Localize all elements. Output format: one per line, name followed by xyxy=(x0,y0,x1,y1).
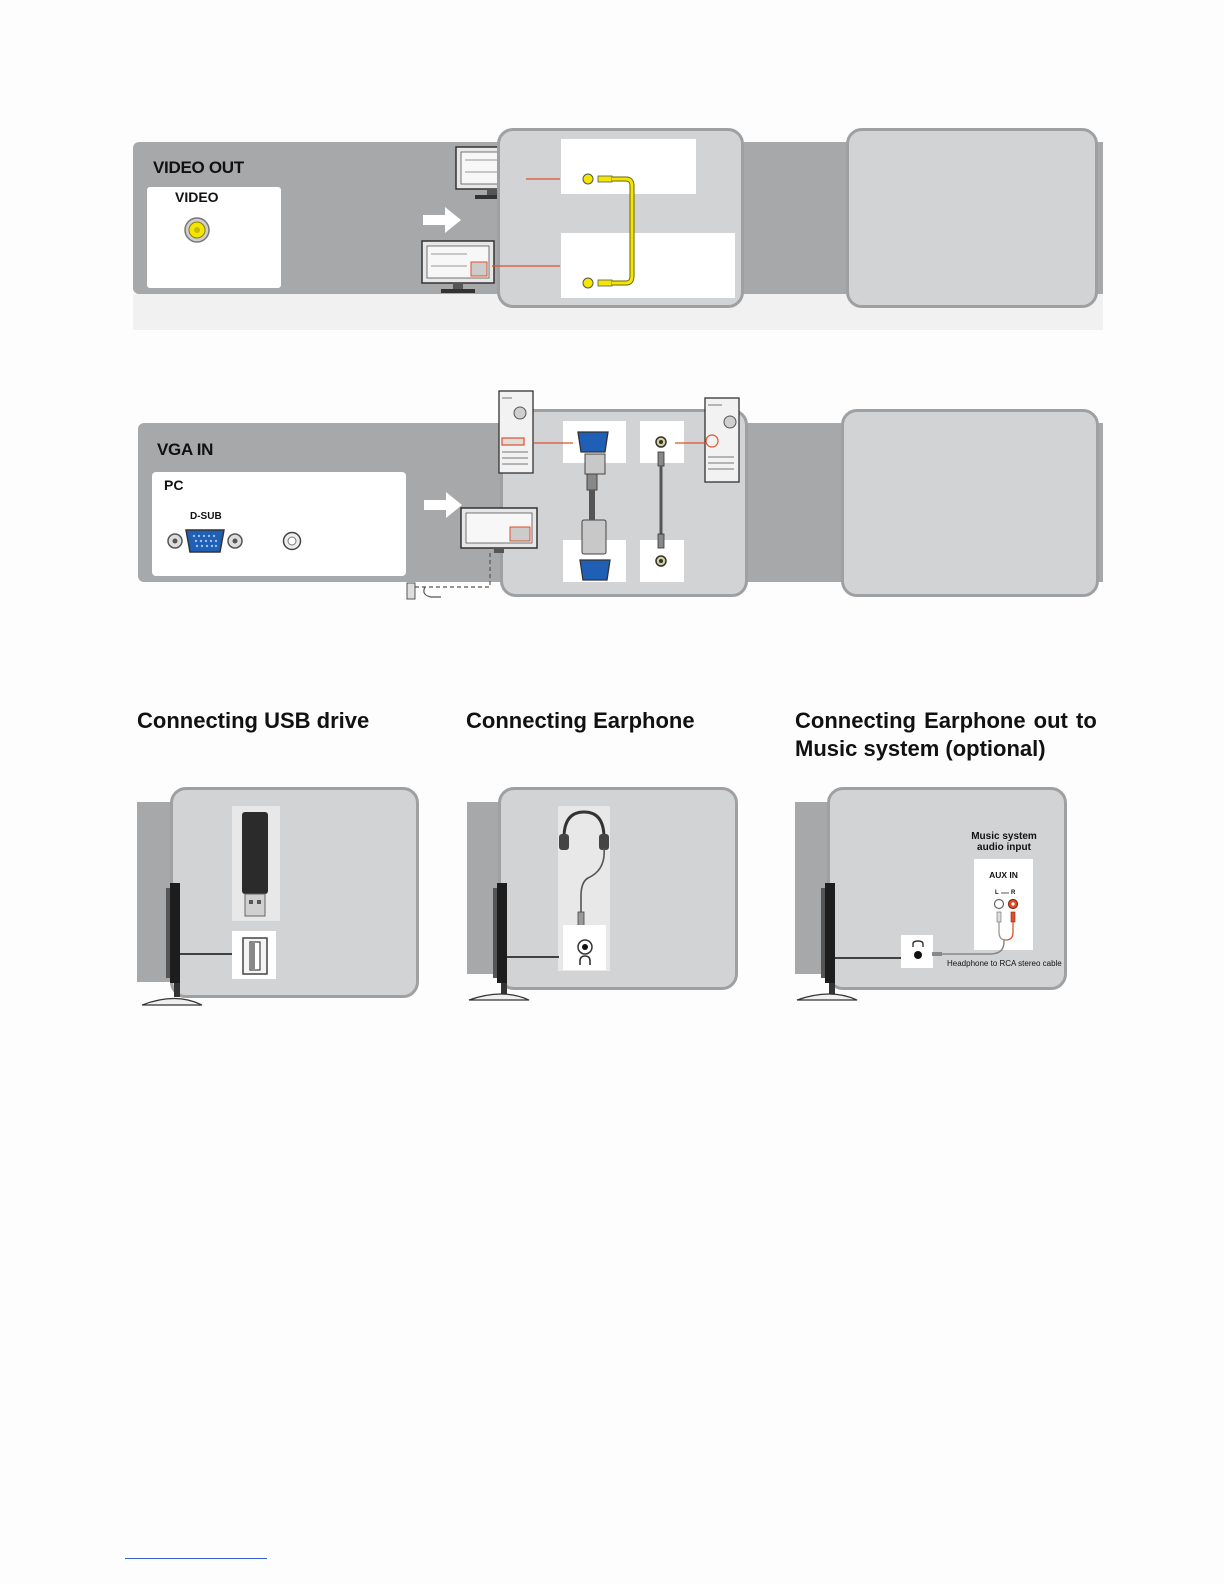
earphone-jack-icon xyxy=(574,937,596,967)
channel-left-label: L xyxy=(995,890,999,896)
footer-rule xyxy=(125,1558,267,1559)
usb-heading: Connecting USB drive xyxy=(137,708,370,733)
vga-cable-icon xyxy=(530,420,730,600)
pc-port-card xyxy=(152,472,406,576)
earphone-heading: Connecting Earphone xyxy=(466,708,695,733)
tv-back-icon xyxy=(460,507,538,557)
arrow-right-icon xyxy=(424,492,464,518)
vga-port-icon xyxy=(166,527,244,555)
audio-jack-icon xyxy=(282,531,302,551)
channel-right-label: R xyxy=(1011,890,1016,896)
arrow-right-icon xyxy=(423,207,463,233)
tv-side-icon xyxy=(795,880,905,1010)
usb-port-icon xyxy=(242,937,268,975)
video-info-panel xyxy=(846,128,1098,308)
video-port-label: VIDEO xyxy=(175,189,219,205)
yellow-rca-jack-icon xyxy=(184,217,210,243)
pc-label: PC xyxy=(164,477,184,493)
vga-in-label: VGA IN xyxy=(157,440,214,459)
music-heading-line2: Music system (optional) xyxy=(795,736,1046,761)
video-cable-icon xyxy=(460,170,650,290)
tv-side-icon xyxy=(140,880,240,1010)
vga-info-panel xyxy=(841,409,1099,597)
cable-label: Headphone to RCA stereo cable xyxy=(947,959,1062,968)
tv-side-icon xyxy=(467,880,567,1010)
usb-drive-icon xyxy=(240,812,270,918)
pc-tower-icon xyxy=(498,390,534,474)
music-device-label-line2: audio input xyxy=(977,842,1031,853)
headphone-jack-icon xyxy=(909,939,927,965)
music-heading-line1: Connecting Earphone out to xyxy=(795,708,1097,733)
aux-in-label: AUX IN xyxy=(989,870,1018,880)
power-cable-icon xyxy=(405,553,495,603)
video-out-label: VIDEO OUT xyxy=(153,158,244,177)
d-sub-label: D-SUB xyxy=(190,511,222,522)
music-device-label-line1: Music system xyxy=(971,831,1037,842)
